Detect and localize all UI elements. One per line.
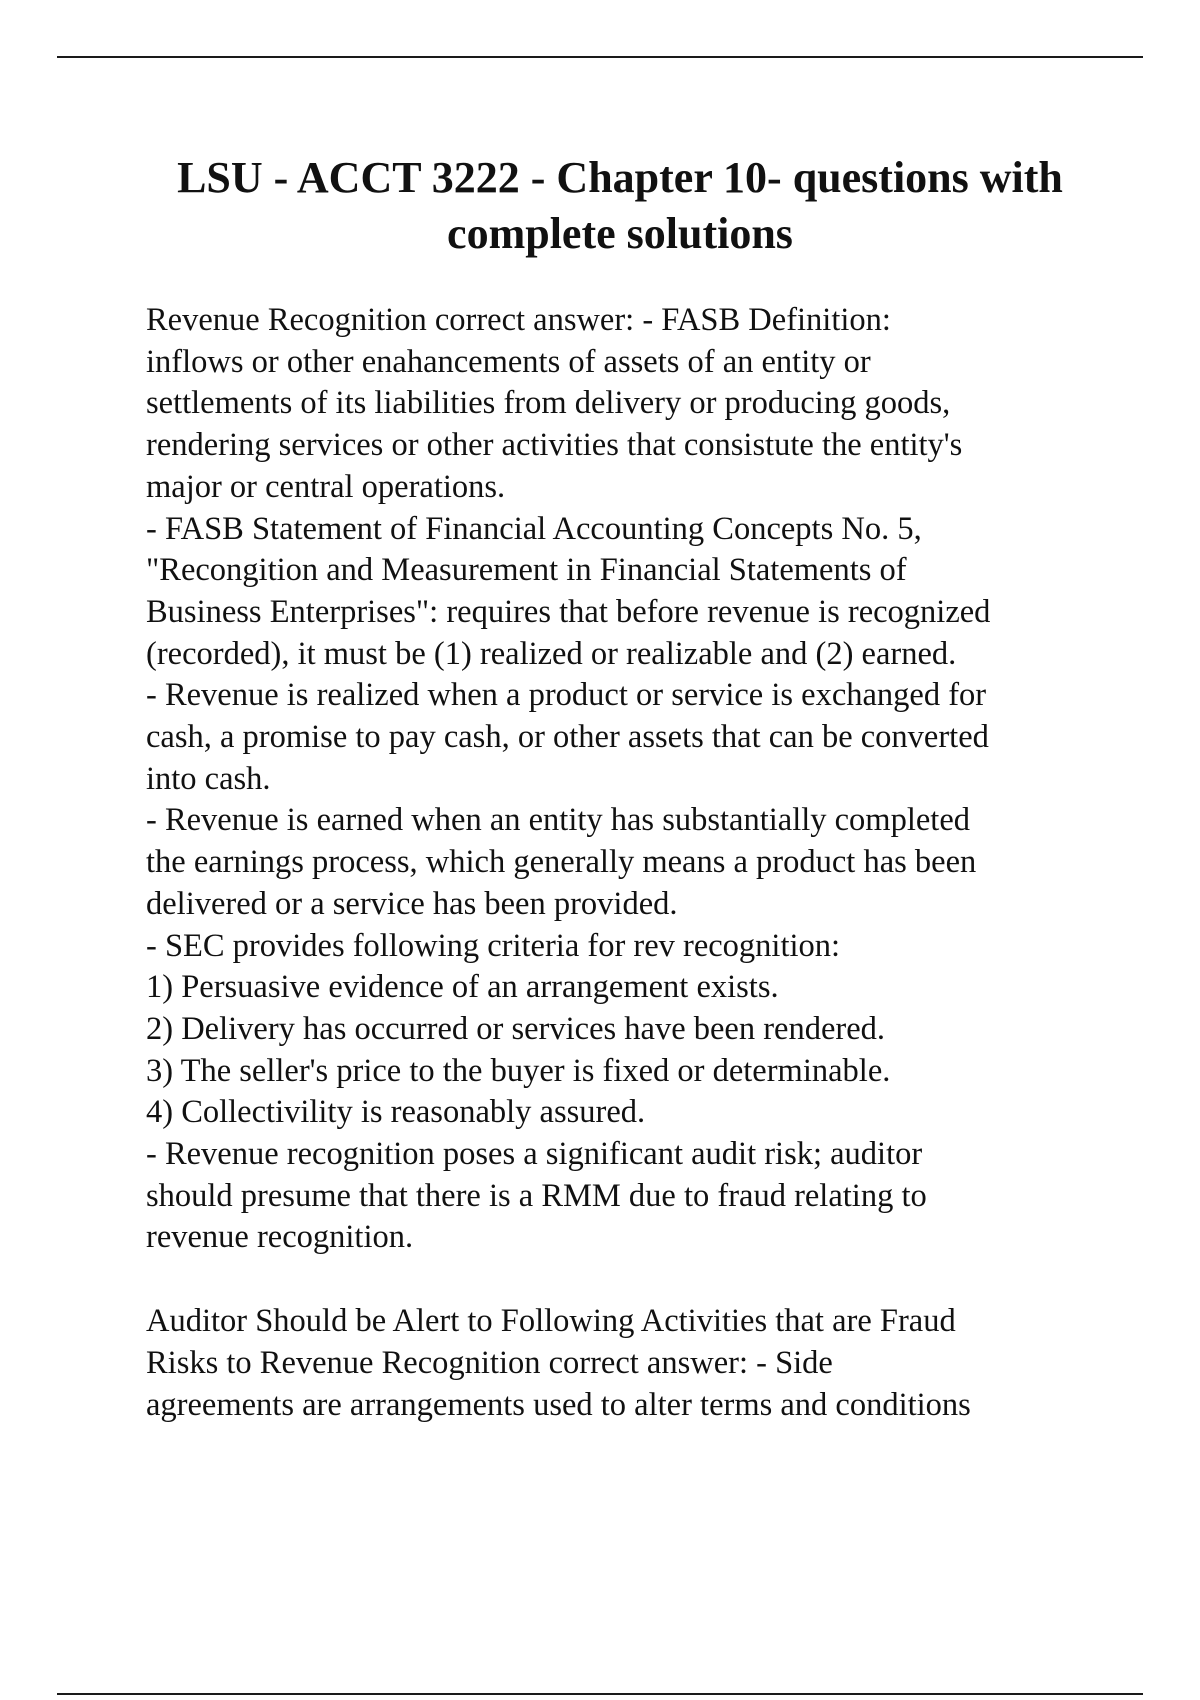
paragraph-revenue-recognition: Revenue Recognition correct answer: - FASB Definition: inflows or other enahancements of assets of an entity or settlements of its liabilities from delivery or producing goods, rendering services or other activities that consistute the entity's major or central operations. - FASB Statement of Financial Accounting Concepts No. 5, "Recongition and Measurement in Financial Statements of Business Enterprises": requires that before revenue is recognized (recorded), it must be (1) realized or realizable and (2) earned. - Revenue is realized when a product or service is exchanged for cash, a promise to pay cash, or other assets that can be converted into cash. - Revenue is earned when an entity has substantially completed the earnings process, which generally means a product has been delivered or a service has been provided. - SEC provides following criteria for rev recognition: 1) Persuasive evidence of an arrangement exists. 2) Delivery has occurred or services have been rendered. 3) The seller's price to the buyer is fixed or determinable. 4) Collectivility is reasonably assured. - Revenue recognition poses a significant audit risk; auditor should presume that there is a RMM due to fraud relating to revenue recognition. [146,302,991,1256]
bottom-divider [57,1693,1143,1695]
page-title: LSU - ACCT 3222 - Chapter 10- questions with complete solutions [177,153,1063,258]
paragraph-spacer [146,1259,1096,1301]
top-divider [57,56,1143,58]
document-body [146,300,1096,1426]
paragraph-auditor-alert: Auditor Should be Alert to Following Activities that are Fraud Risks to Revenue Recognition correct answer: - Side agreements are arrangements used to alter terms and conditions [146,1303,971,1423]
